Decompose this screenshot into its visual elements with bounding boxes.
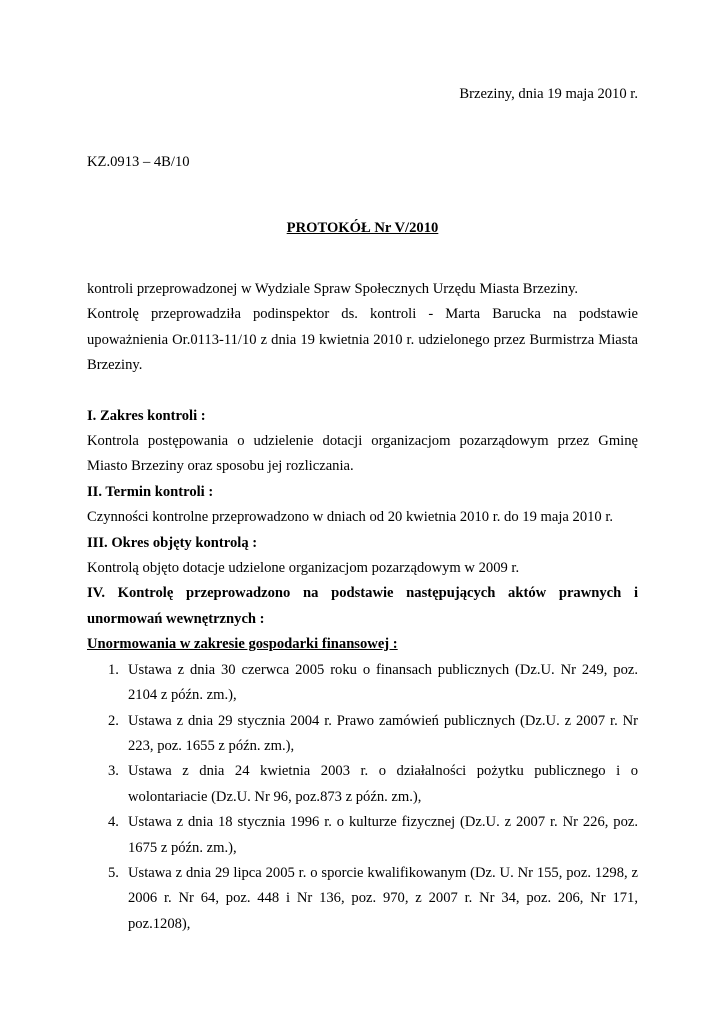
spacer (87, 379, 638, 404)
list-item (87, 709, 638, 760)
list-item-text: Ustawa z dnia 24 kwietnia 2003 r. o działalności pożytku publicznego i o wolontariacie (Dz.U. Nr 96, poz.873 z późn. zm.), (128, 763, 638, 805)
list-item (87, 759, 638, 810)
period-text: Kontrolą objęto dotacje udzielone organizacjom pozarządowym w 2009 r. (87, 560, 520, 577)
scope-heading: I. Zakres kontroli : (87, 407, 206, 424)
scope-text: Kontrola postępowania o udzielenie dotacji organizacjom pozarządowym przez Gminę Miasto Brzeziny oraz sposobu jej rozliczania. (87, 433, 638, 475)
intro-paragraph: Kontrolę przeprowadziła podinspektor ds. kontroli - Marta Barucka na podstawie upoważnienia Or.0113-11/10 z dnia 19 kwietnia 2010 r. udzielonego przez Burmistrza Miasta Brzeziny. (87, 306, 638, 374)
list-item-number: 2. (108, 712, 119, 729)
list-item-number: 1. (108, 661, 119, 678)
document-body (87, 277, 638, 937)
list-item-number: 3. (108, 763, 119, 780)
period-heading: III. Okres objęty kontrolą : (87, 534, 258, 551)
list-item-number: 5. (108, 864, 119, 881)
basis-heading: IV. Kontrolę przeprowadzono na podstawie następujących aktów prawnych i unormowań wewnętrznych : (87, 585, 638, 627)
list-item (87, 861, 638, 937)
term-heading: II. Termin kontroli : (87, 483, 214, 500)
document-page (87, 0, 638, 1024)
list-item-text: Ustawa z dnia 30 czerwca 2005 roku o finansach publicznych (Dz.U. Nr 249, poz. 2104 z późn. zm.), (128, 661, 638, 704)
list-item-text: Ustawa z dnia 18 stycznia 1996 r. o kulturze fizycznej (Dz.U. z 2007 r. Nr 226, poz. 1675 z późn. zm.), (128, 814, 638, 856)
intro-line: kontroli przeprowadzonej w Wydziale Spraw Społecznych Urzędu Miasta Brzeziny. (87, 281, 579, 297)
legal-acts-list (87, 658, 638, 937)
list-item (87, 810, 638, 861)
list-item-text: Ustawa z dnia 29 stycznia 2004 r. Prawo zamówień publicznych (Dz.U. z 2007 r. Nr 223, poz. 1655 z późn. zm.), (128, 712, 638, 754)
list-item (87, 658, 638, 709)
term-text: Czynności kontrolne przeprowadzono w dniach od 20 kwietnia 2010 r. do 19 maja 2010 r. (87, 509, 614, 526)
reference-number: KZ.0913 – 4B/10 (87, 154, 190, 170)
finance-subheading: Unormowania w zakresie gospodarki finansowej : (87, 636, 398, 653)
place-date: Brzeziny, dnia 19 maja 2010 r. (459, 86, 638, 102)
list-item-number: 4. (108, 814, 119, 831)
document-title: PROTOKÓŁ Nr V/2010 (286, 220, 439, 236)
list-item-text: Ustawa z dnia 29 lipca 2005 r. o sporcie kwalifikowanym (Dz. U. Nr 155, poz. 1298, z 2006 r. Nr 64, poz. 448 i Nr 136, poz. 970, z 2007 r. Nr 34, poz. 206, Nr 171, poz.1208), (128, 864, 638, 932)
